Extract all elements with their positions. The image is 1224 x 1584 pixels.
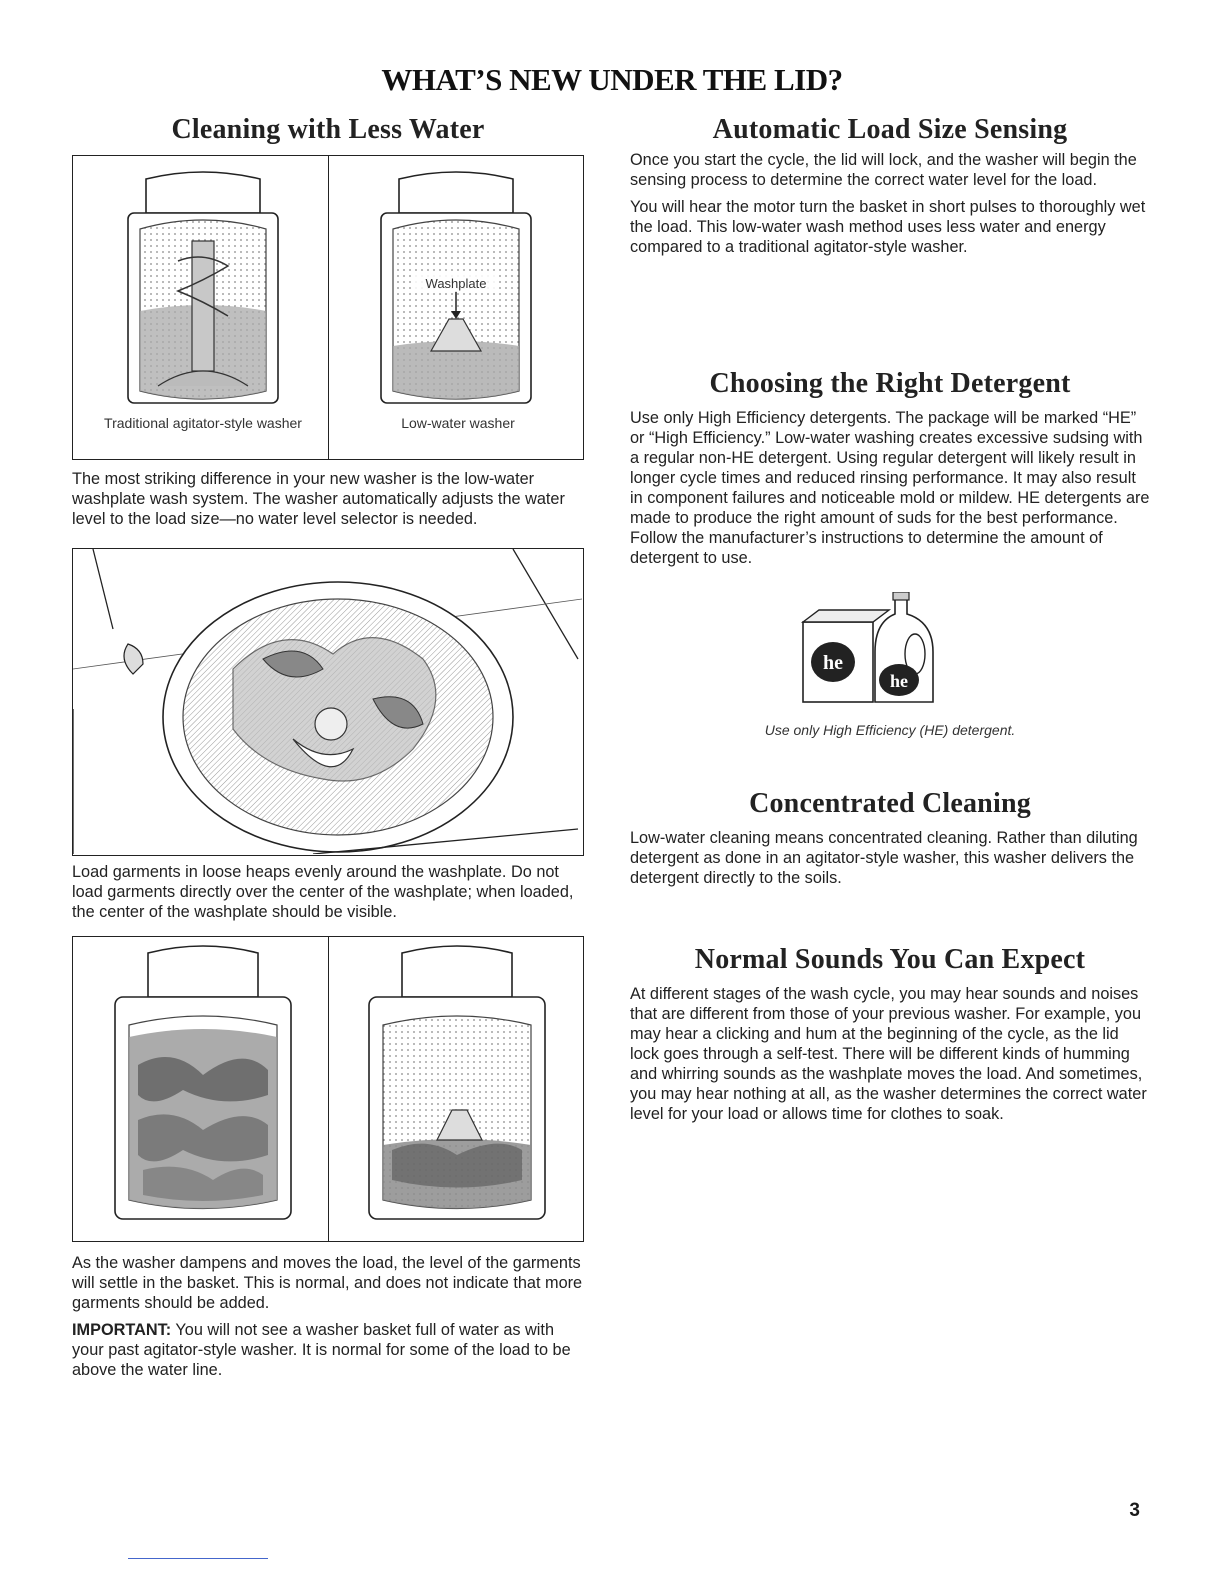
caption-he-detergent: Use only High Efficiency (HE) detergent. xyxy=(764,722,1016,738)
figure-loaded-drum xyxy=(72,548,584,856)
paragraph-detergent: Use only High Efficiency detergents. The package will be marked “HE” or “High Efficiency.” Low-water washing creates excessive sudsing with a regular non-HE detergent. Using regular detergent will likely result in longer cycle times and reduced rinsing performance. It may also result in component failures and noticeable mold or mildew. HE detergents are made to produce the right amount of suds for the best performance. Follow the manufacturer’s instructions to determine the amount of detergent to use. xyxy=(630,409,1150,567)
section-choosing-detergent xyxy=(630,368,1150,568)
agitator-washer-load-illustration xyxy=(103,945,303,1225)
paragraph-sensing-2: You will hear the motor turn the basket in short pulses to thoroughly wet the load. This low-water wash method uses less water and energy compared to a traditional agitator-style washer. xyxy=(630,198,1146,256)
heading-cleaning-less-water: Cleaning with Less Water xyxy=(171,114,485,145)
he-logo-bottle: he xyxy=(890,671,908,691)
heading-concentrated-cleaning: Concentrated Cleaning xyxy=(749,788,1031,819)
paragraph-concentrated: Low-water cleaning means concentrated cleaning. Rather than diluting detergent as done in an agitator-style washer, this washer delivers the detergent directly to the soils. xyxy=(630,829,1138,887)
footer-rule xyxy=(128,1558,268,1559)
washplate-label: Washplate xyxy=(425,276,487,291)
paragraph-garments-settle: As the washer dampens and moves the load, the level of the garments will settle in the basket. This is normal, and does not indicate that more garments should be added. xyxy=(72,1254,583,1312)
paragraph-important xyxy=(72,1320,584,1380)
heading-normal-sounds: Normal Sounds You Can Expect xyxy=(694,944,1086,975)
caption-traditional-washer: Traditional agitator-style washer xyxy=(104,415,302,431)
low-water-washer-load-illustration xyxy=(357,945,557,1225)
heading-automatic-load-sensing: Automatic Load Size Sensing xyxy=(712,114,1068,145)
paragraph-sensing-1: Once you start the cycle, the lid will lock, and the washer will begin the sensing process to determine the correct water level for the load. xyxy=(630,151,1137,189)
figure-load-level xyxy=(72,936,584,1242)
section-automatic-load-sensing xyxy=(630,114,1150,257)
paragraph-load-garments: Load garments in loose heaps evenly around the washplate. Do not load garments directly over the center of the washplate; when loaded, the center of the washplate should be visible. xyxy=(72,863,574,921)
page-number: 3 xyxy=(1129,1500,1140,1521)
section-normal-sounds xyxy=(630,944,1150,1124)
heading-choosing-detergent: Choosing the Right Detergent xyxy=(709,368,1071,399)
paragraph-sounds: At different stages of the wash cycle, you may hear sounds and noises that are different from those of your previous washer. For example, you may hear a clicking and hum at the beginning of the cycle, as the lid lock goes through a self-test. There will be different kinds of humming and whirring sounds as the washplate moves the load. And sometimes, you may hear nothing at all, as the washer determines the correct water level for your load or allows time for clothes to soak. xyxy=(630,985,1147,1123)
he-detergent-illustration xyxy=(795,592,945,707)
traditional-washer-illustration xyxy=(118,171,288,411)
important-label: IMPORTANT: xyxy=(72,1321,172,1339)
page-title: WHAT’S NEW UNDER THE LID? xyxy=(381,62,843,97)
low-water-washer-illustration xyxy=(371,171,541,411)
important-text: You will not see a washer basket full of water as with your past agitator-style washer. It is normal for some of the load to be above the water line. xyxy=(72,1321,571,1379)
caption-low-water-washer: Low-water washer xyxy=(401,415,515,431)
he-logo-box: he xyxy=(823,652,843,674)
paragraph-washplate-system: The most striking difference in your new washer is the low-water washplate wash system. The washer automatically adjusts the water level to the load size—no water level selector is needed. xyxy=(72,470,565,528)
section-concentrated-cleaning xyxy=(630,788,1150,888)
loaded-drum-illustration xyxy=(73,549,582,854)
figure-washer-comparison xyxy=(72,155,584,460)
